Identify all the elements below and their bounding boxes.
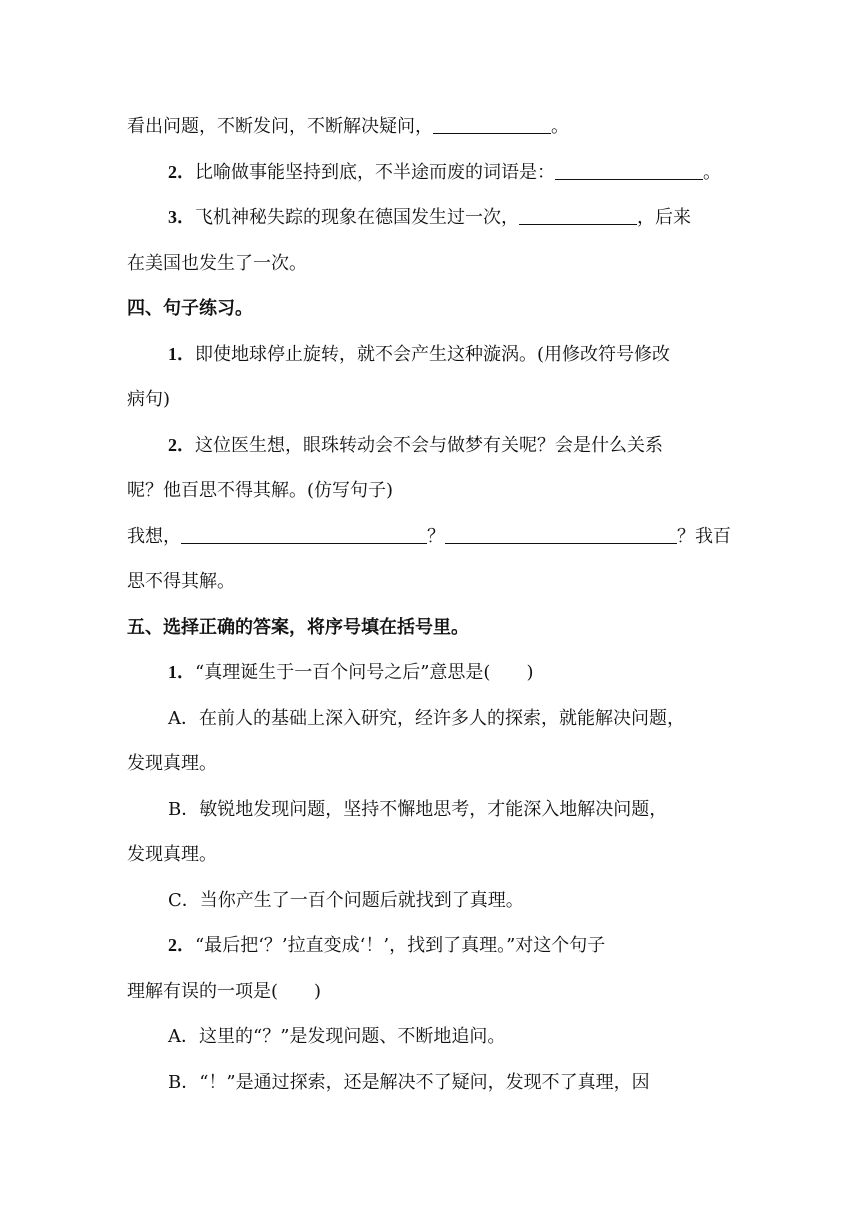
answer-mark: ？ [427, 525, 445, 547]
option-a [127, 1014, 735, 1060]
question-text: ，后来 [637, 207, 691, 228]
question-number: 2． [168, 161, 195, 182]
question-number: 2． [168, 935, 195, 955]
text-line [127, 559, 735, 605]
question-number: 3． [168, 207, 195, 227]
answer-cont: 思不得其解。 [127, 571, 235, 592]
option-b [127, 787, 735, 833]
question-text: “真理诞生于一百个问号之后”意思是( [195, 662, 491, 683]
question-3-2 [127, 150, 735, 196]
answer-blank[interactable] [445, 525, 677, 544]
option-text: C．当你产生了一百个问题后就找到了真理。 [168, 889, 524, 911]
question-4-1 [127, 332, 735, 378]
document-page [127, 104, 735, 1105]
option-text: B．“！”是通过探索，还是解决不了疑问，发现不了真理，因 [168, 1071, 650, 1093]
question-text-cont: 呢？他百思不得其解。(仿写句子) [127, 480, 394, 501]
text-line [127, 241, 735, 287]
text-line [127, 377, 735, 423]
text-line [127, 969, 735, 1015]
answer-suffix: ？我百 [677, 525, 731, 547]
answer-blank[interactable] [555, 161, 703, 180]
line-end: 。 [551, 116, 569, 137]
answer-blank[interactable] [181, 525, 427, 544]
option-b [127, 1060, 735, 1106]
question-text: 即使地球停止旋转，就不会产生这种漩涡。(用修改符号修改 [195, 343, 671, 365]
option-text-cont: 发现真理。 [127, 753, 217, 774]
option-text: A．这里的“？”是发现问题、不断地追问。 [168, 1026, 506, 1047]
question-text: 这位医生想，眼珠转动会不会与做梦有关呢？会是什么关系 [195, 434, 663, 456]
line-end: 。 [703, 161, 721, 183]
option-c [127, 878, 735, 924]
line-text: 看出问题，不断发问，不断解决疑问， [127, 116, 433, 137]
section-heading-4: 四、句子练习。 [127, 298, 253, 319]
paren-close: ) [526, 662, 534, 683]
question-text: 飞机神秘失踪的现象在德国发生过一次， [195, 207, 519, 228]
text-line [127, 468, 735, 514]
answer-prefix: 我想， [127, 525, 181, 547]
text-line [127, 832, 735, 878]
question-number: 2． [168, 434, 195, 455]
question-text-cont: 病句) [127, 389, 171, 410]
option-text: A．在前人的基础上深入研究，经许多人的探索，就能解决问题， [168, 707, 685, 729]
question-text-cont: 理解有误的一项是( [127, 980, 279, 1002]
answer-blank[interactable] [433, 115, 551, 134]
option-text-cont: 发现真理。 [127, 844, 217, 865]
question-5-1 [127, 650, 735, 696]
text-line [127, 104, 735, 150]
question-text-cont: 在美国也发生了一次。 [127, 252, 307, 274]
option-text: B．敏锐地发现问题，坚持不懈地思考，才能深入地解决问题， [168, 798, 668, 820]
question-5-2 [127, 923, 735, 969]
answer-line [127, 514, 735, 560]
question-4-2 [127, 423, 735, 469]
answer-blank[interactable] [519, 206, 637, 225]
text-line [127, 741, 735, 787]
option-a [127, 696, 735, 742]
question-number: 1． [168, 343, 195, 364]
question-text: “最后把‘？’拉直变成‘！’，找到了真理。”对这个句子 [195, 935, 606, 956]
section-heading-5: 五、选择正确的答案，将序号填在括号里。 [127, 616, 469, 638]
question-text: 比喻做事能坚持到底，不半途而废的词语是： [195, 161, 555, 183]
question-3-3 [127, 195, 735, 241]
paren-close: ) [314, 980, 322, 1002]
question-number: 1． [168, 662, 195, 682]
